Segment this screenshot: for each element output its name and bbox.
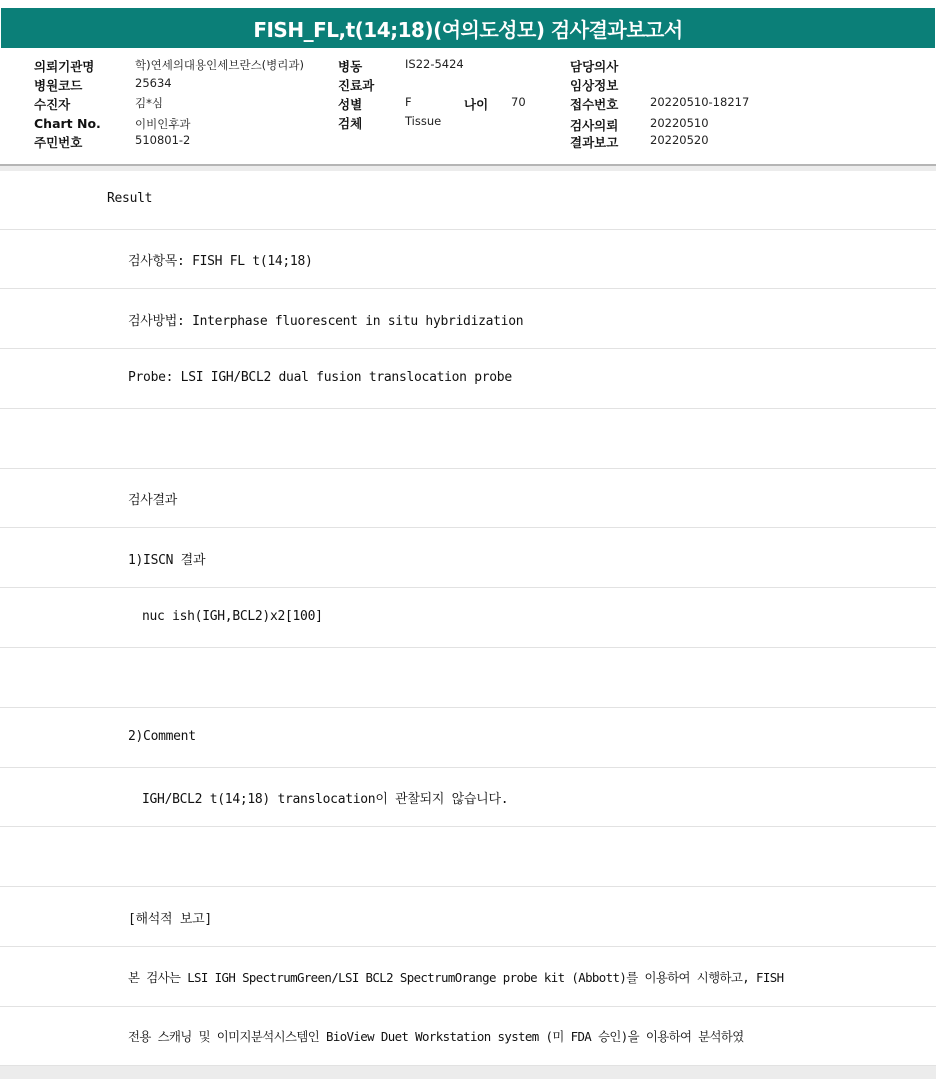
report-line xyxy=(0,529,936,588)
report-title-bar xyxy=(0,0,936,57)
receipt-number-value: 20220510-18217 xyxy=(650,95,750,109)
report-date-label: 결과보고 xyxy=(570,135,619,150)
report-line xyxy=(0,709,936,768)
report-line xyxy=(0,469,936,528)
report-line-text: Result xyxy=(107,191,153,206)
report-line xyxy=(0,649,936,708)
report-line xyxy=(0,828,936,887)
institution-label: 의뢰기관명 xyxy=(34,59,95,74)
report-line-text: 검사항목: FISH FL t(14;18) xyxy=(128,254,313,269)
sex-value: F xyxy=(405,95,412,109)
report-line-text: nuc ish(IGH,BCL2)x2[100] xyxy=(142,609,323,624)
specimen-value: Tissue xyxy=(405,114,442,128)
report-line-text: [해석적 보고] xyxy=(128,912,212,927)
report-line xyxy=(0,1007,936,1066)
patient-label: 수진자 xyxy=(34,97,71,112)
age-value: 70 xyxy=(511,95,526,109)
report-line-text: 전용 스캐닝 및 이미지분석시스템인 BioView Duet Workstation system (미 FDA 승인)을 이용하여 분석하였 xyxy=(128,1029,744,1044)
report-line xyxy=(0,171,936,230)
patient-info-header xyxy=(0,52,936,165)
report-line xyxy=(0,948,936,1007)
rrn-label: 주민번호 xyxy=(34,135,83,150)
receipt-number-label: 접수번호 xyxy=(570,97,619,112)
report-line-text: IGH/BCL2 t(14;18) translocation이 관찰되지 않습니다. xyxy=(142,792,509,807)
age-label: 나이 xyxy=(464,97,489,112)
hospital-code-value: 25634 xyxy=(135,76,172,90)
report-line xyxy=(0,230,936,289)
hospital-code-label: 병원코드 xyxy=(34,78,83,93)
horizontal-scrollbar[interactable] xyxy=(0,1066,936,1079)
request-date-value: 20220510 xyxy=(650,116,709,130)
report-line-text: 2)Comment xyxy=(128,729,196,744)
institution-value: 학)연세의대용인세브란스(병리과) xyxy=(135,58,304,72)
report-line-text: Probe: LSI IGH/BCL2 dual fusion translocation probe xyxy=(128,370,512,385)
report-line xyxy=(0,589,936,648)
report-line xyxy=(0,350,936,409)
report-line xyxy=(0,290,936,349)
report-date-value: 20220520 xyxy=(650,133,709,147)
specimen-label: 검체 xyxy=(338,116,363,131)
doctor-label: 담당의사 xyxy=(570,59,619,74)
ward-value: IS22-5424 xyxy=(405,57,464,71)
report-line-text: 1)ISCN 결과 xyxy=(128,553,206,568)
report-line-text: 검사방법: Interphase fluorescent in situ hybridization xyxy=(128,314,524,329)
chart-number-label: Chart No. xyxy=(34,116,101,131)
report-line-text: 본 검사는 LSI IGH SpectrumGreen/LSI BCL2 SpectrumOrange probe kit (Abbott)를 이용하여 시행하고, FISH xyxy=(128,970,784,985)
report-line xyxy=(0,888,936,947)
rrn-value: 510801-2 xyxy=(135,133,191,147)
clinical-info-label: 임상정보 xyxy=(570,78,619,93)
chart-number-value: 이비인후과 xyxy=(135,117,191,131)
report-line-text: 검사결과 xyxy=(128,493,178,508)
report-title: FISH_FL,t(14;18)(여의도성모) 검사결과보고서 xyxy=(1,8,935,48)
patient-value: 김*심 xyxy=(135,96,163,110)
report-body xyxy=(0,171,936,1066)
sex-label: 성별 xyxy=(338,97,363,112)
ward-label: 병동 xyxy=(338,59,363,74)
department-label: 진료과 xyxy=(338,78,375,93)
request-date-label: 검사의뢰 xyxy=(570,118,619,133)
report-line xyxy=(0,768,936,827)
report-line xyxy=(0,410,936,469)
